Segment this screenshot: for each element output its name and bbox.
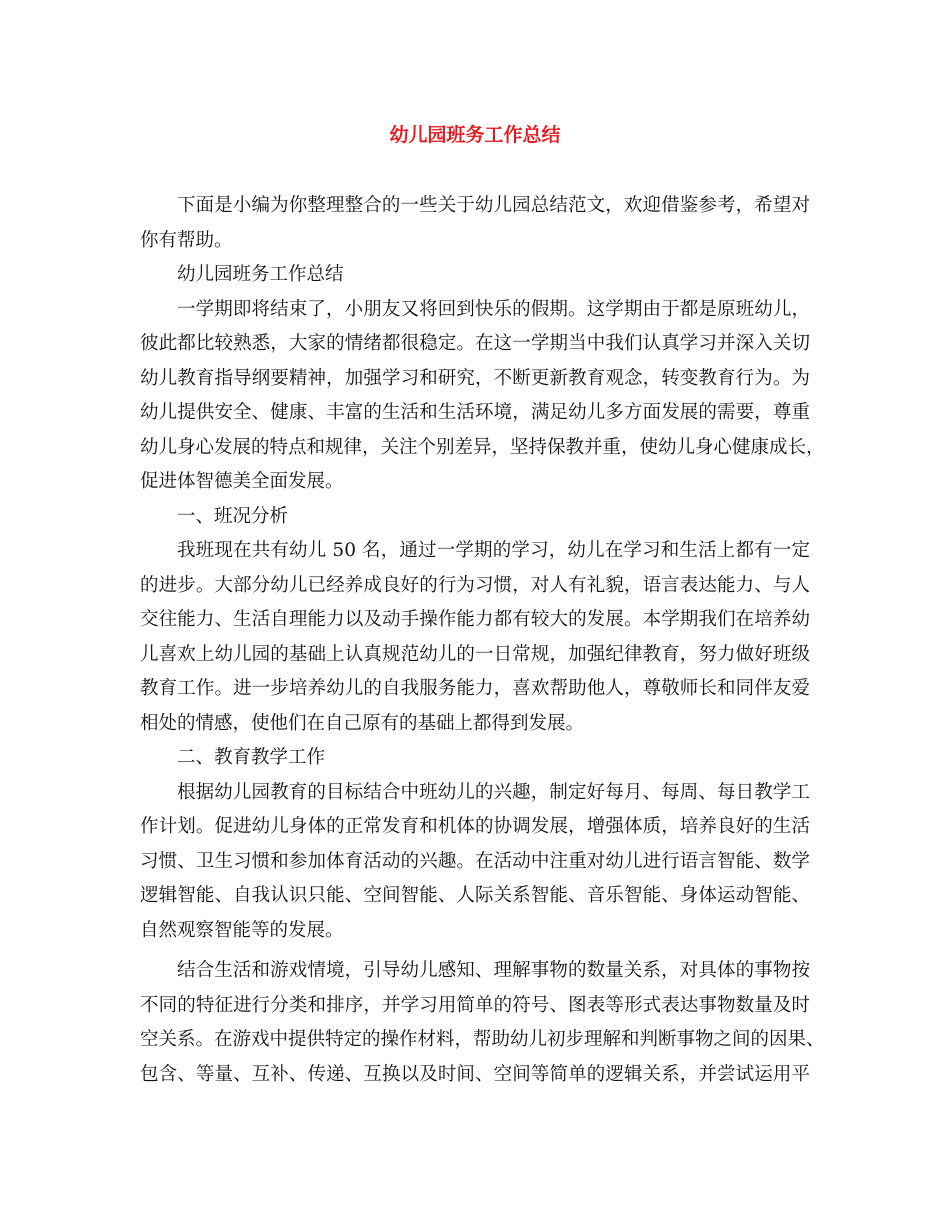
body-line: 的进步。大部分幼儿已经养成良好的行为习惯，对人有礼貌，语言表达能力、与人 — [140, 574, 810, 596]
body-line: 空关系。在游戏中提供特定的操作材料，帮助幼儿初步理解和判断事物之间的因果、 — [140, 1029, 825, 1050]
body-line: 促进体智德美全面发展。 — [140, 471, 344, 492]
body-line: 你有帮助。 — [140, 229, 233, 251]
body-line: 幼儿教育指导纲要精神，加强学习和研究，不断更新教育观念，转变教育行为。为 — [140, 367, 810, 389]
body-line: 下面是小编为你整理整合的一些关于幼儿园总结范文，欢迎借鉴参考，希望对 — [177, 195, 810, 216]
body-line: 作计划。促进幼儿身体的正常发育和机体的协调发展，增强体质，培养良好的生活 — [140, 816, 810, 837]
section-heading: 一、班况分析 — [177, 505, 289, 527]
body-line: 交往能力、生活自理能力以及动手操作能力都有较大的发展。本学期我们在培养幼 — [140, 609, 810, 630]
body-line: 儿喜欢上幼儿园的基础上认真规范幼儿的一日常规，加强纪律教育，努力做好班级 — [140, 643, 810, 665]
body-line: 相处的情感，使他们在自己原有的基础上都得到发展。 — [140, 712, 585, 734]
body-line: 包含、等量、互补、传递、互换以及时间、空间等简单的逻辑关系，并尝试运用平 — [140, 1063, 810, 1085]
document-body — [140, 189, 825, 1092]
document-title: 幼儿园班务工作总结 — [389, 124, 561, 146]
body-line: 结合生活和游戏情境，引导幼儿感知、理解事物的数量关系，对具体的事物按 — [177, 960, 810, 981]
body-line: 幼儿身心发展的特点和规律，关注个别差异，坚持保教并重，使幼儿身心健康成长， — [140, 436, 825, 458]
body-line: 彼此都比较熟悉，大家的情绪都很稳定。在这一学期当中我们认真学习并深入关切 — [140, 333, 810, 354]
body-line: 习惯、卫生习惯和参加体育活动的兴趣。在活动中注重对幼儿进行语言智能、数学 — [140, 850, 810, 872]
body-line: 不同的特征进行分类和排序，并学习用简单的符号、图表等形式表达事物数量及时 — [140, 994, 810, 1016]
body-line: 自然观察智能等的发展。 — [140, 919, 344, 941]
section-heading: 二、教育教学工作 — [177, 747, 326, 768]
body-line: 幼儿园班务工作总结 — [177, 264, 344, 285]
body-line: 我班现在共有幼儿 50 名，通过一学期的学习，幼儿在学习和生活上都有一定 — [177, 540, 810, 561]
body-line: 一学期即将结束了，小朋友又将回到快乐的假期。这学期由于都是原班幼儿， — [177, 298, 810, 320]
body-line: 教育工作。进一步培养幼儿的自我服务能力，喜欢帮助他人，尊敬师长和同伴友爱 — [140, 678, 810, 699]
body-line: 根据幼儿园教育的目标结合中班幼儿的兴趣，制定好每月、每周、每日教学工 — [177, 781, 810, 803]
body-line: 幼儿提供安全、健康、丰富的生活和生活环境，满足幼儿多方面发展的需要，尊重 — [140, 402, 810, 423]
body-line: 逻辑智能、自我认识只能、空间智能、人际关系智能、音乐智能、身体运动智能、 — [140, 885, 810, 906]
